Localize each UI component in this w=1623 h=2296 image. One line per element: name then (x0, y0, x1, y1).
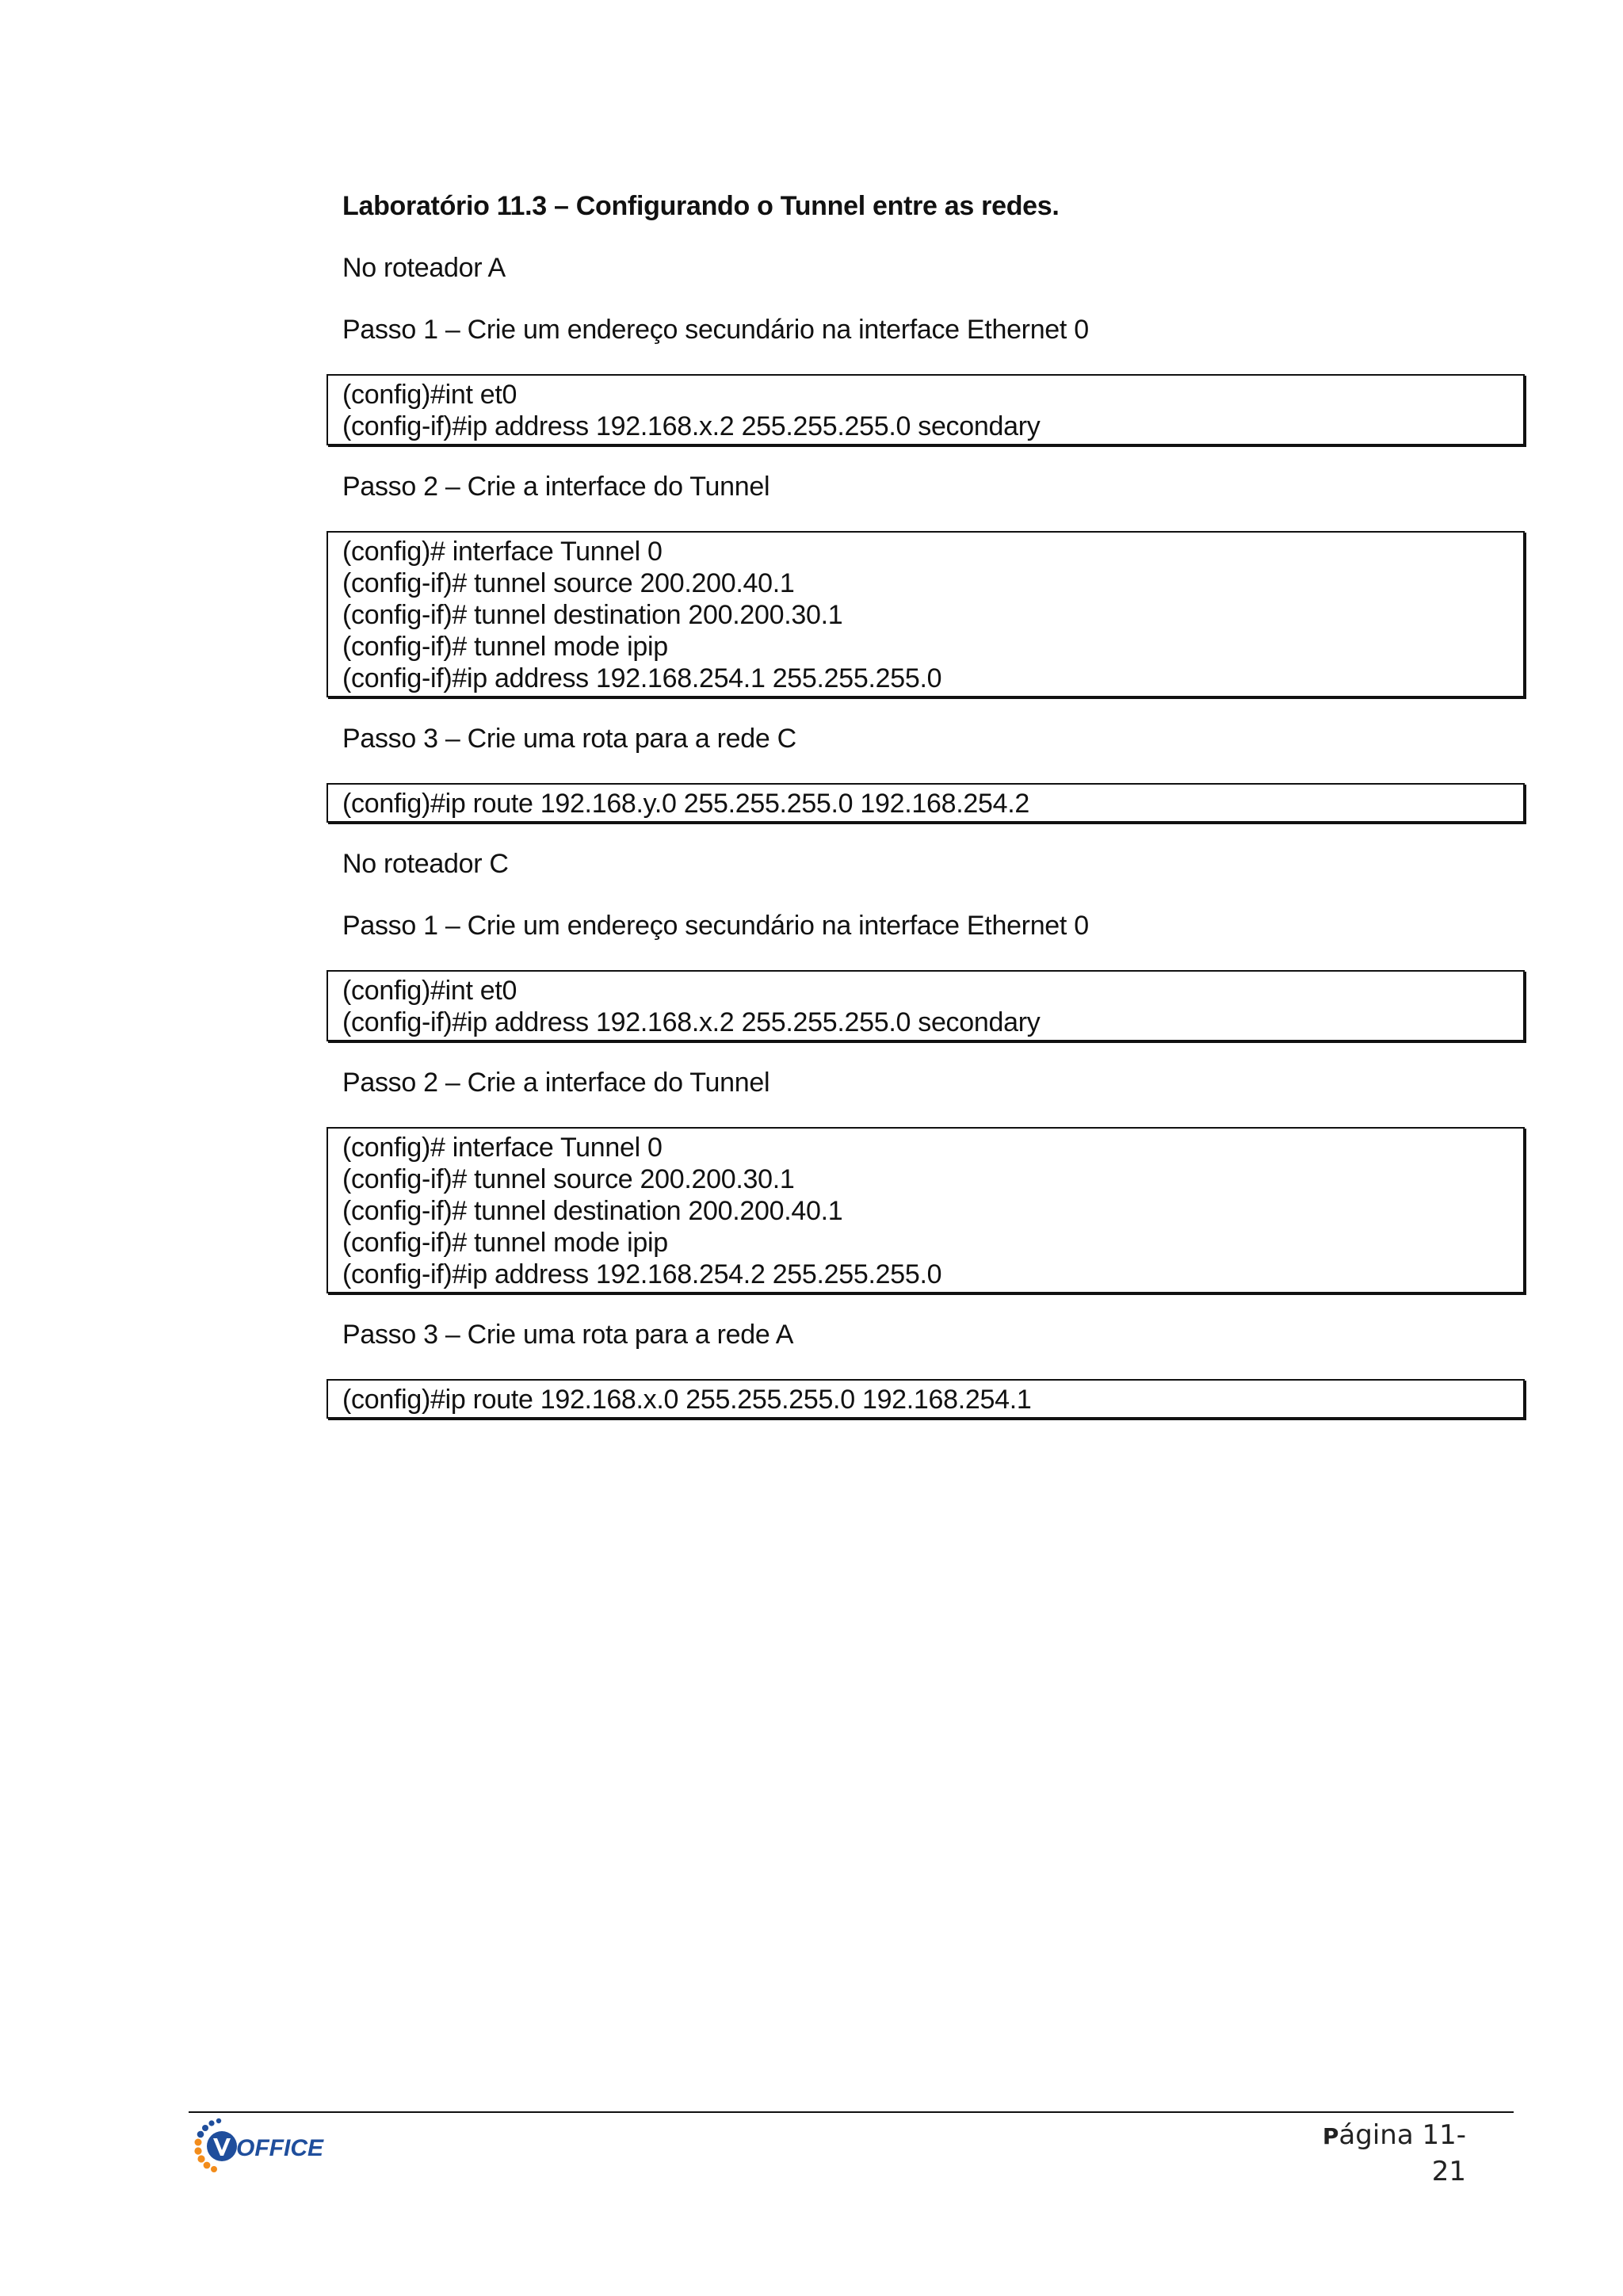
router-a-step1-command-box (327, 374, 1525, 445)
router-c-step2-command-box (327, 1127, 1525, 1293)
router-c-step3-command-box (327, 1379, 1525, 1419)
footer-divider (189, 2111, 1514, 2113)
page-number-prefix: P (1322, 2123, 1339, 2149)
router-c-heading: No roteador C (342, 849, 509, 879)
command-line: (config)# interface Tunnel 0 (342, 1133, 663, 1163)
command-line: (config-if)# tunnel destination 200.200.30.1 (342, 600, 843, 630)
command-line: (config-if)# tunnel destination 200.200.40.1 (342, 1196, 843, 1226)
router-a-heading: No roteador A (342, 253, 506, 283)
lab-title: Laboratório 11.3 – Configurando o Tunnel entre as redes. (342, 191, 1060, 221)
router-a-step3-label: Passo 3 – Crie uma rota para a rede C (342, 724, 796, 754)
command-line: (config-if)# tunnel mode ipip (342, 1228, 668, 1258)
command-line: (config-if)#ip address 192.168.x.2 255.255.255.0 secondary (342, 411, 1041, 441)
page-number (1300, 2118, 1466, 2189)
command-line: (config-if)# tunnel mode ipip (342, 632, 668, 662)
router-c-step2-label: Passo 2 – Crie a interface do Tunnel (342, 1068, 770, 1098)
command-line: (config-if)# tunnel source 200.200.30.1 (342, 1164, 795, 1194)
document-content (327, 189, 1525, 1442)
router-a-step2-label: Passo 2 – Crie a interface do Tunnel (342, 472, 770, 502)
router-c-step1-command-box (327, 970, 1525, 1041)
router-a-step2-command-box (327, 531, 1525, 697)
command-line: (config)#int et0 (342, 976, 517, 1006)
command-line: (config)# interface Tunnel 0 (342, 537, 663, 567)
router-c-step1-label: Passo 1 – Crie um endereço secundário na interface Ethernet 0 (342, 911, 1089, 941)
router-a-step3-command-box (327, 783, 1525, 823)
command-line: (config)#ip route 192.168.x.0 255.255.255.0 192.168.254.1 (342, 1385, 1032, 1415)
command-line: (config-if)#ip address 192.168.254.1 255.255.255.0 (342, 663, 942, 693)
command-line: (config-if)# tunnel source 200.200.40.1 (342, 568, 795, 598)
command-line: (config-if)#ip address 192.168.254.2 255.255.255.0 (342, 1259, 942, 1289)
page-number-label: ágina 11-21 (1338, 2119, 1466, 2187)
logo-wordmark: OFFICE (236, 2135, 323, 2161)
command-line: (config)#ip route 192.168.y.0 255.255.255.0 192.168.254.2 (342, 789, 1029, 819)
router-a-step1-label: Passo 1 – Crie um endereço secundário na interface Ethernet 0 (342, 315, 1089, 345)
router-c-step3-label: Passo 3 – Crie uma rota para a rede A (342, 1320, 794, 1350)
command-line: (config)#int et0 (342, 380, 517, 410)
logo-badge (207, 2131, 237, 2161)
command-line: (config-if)#ip address 192.168.x.2 255.255.255.0 secondary (342, 1007, 1041, 1037)
voffice-logo-icon (189, 2115, 355, 2186)
